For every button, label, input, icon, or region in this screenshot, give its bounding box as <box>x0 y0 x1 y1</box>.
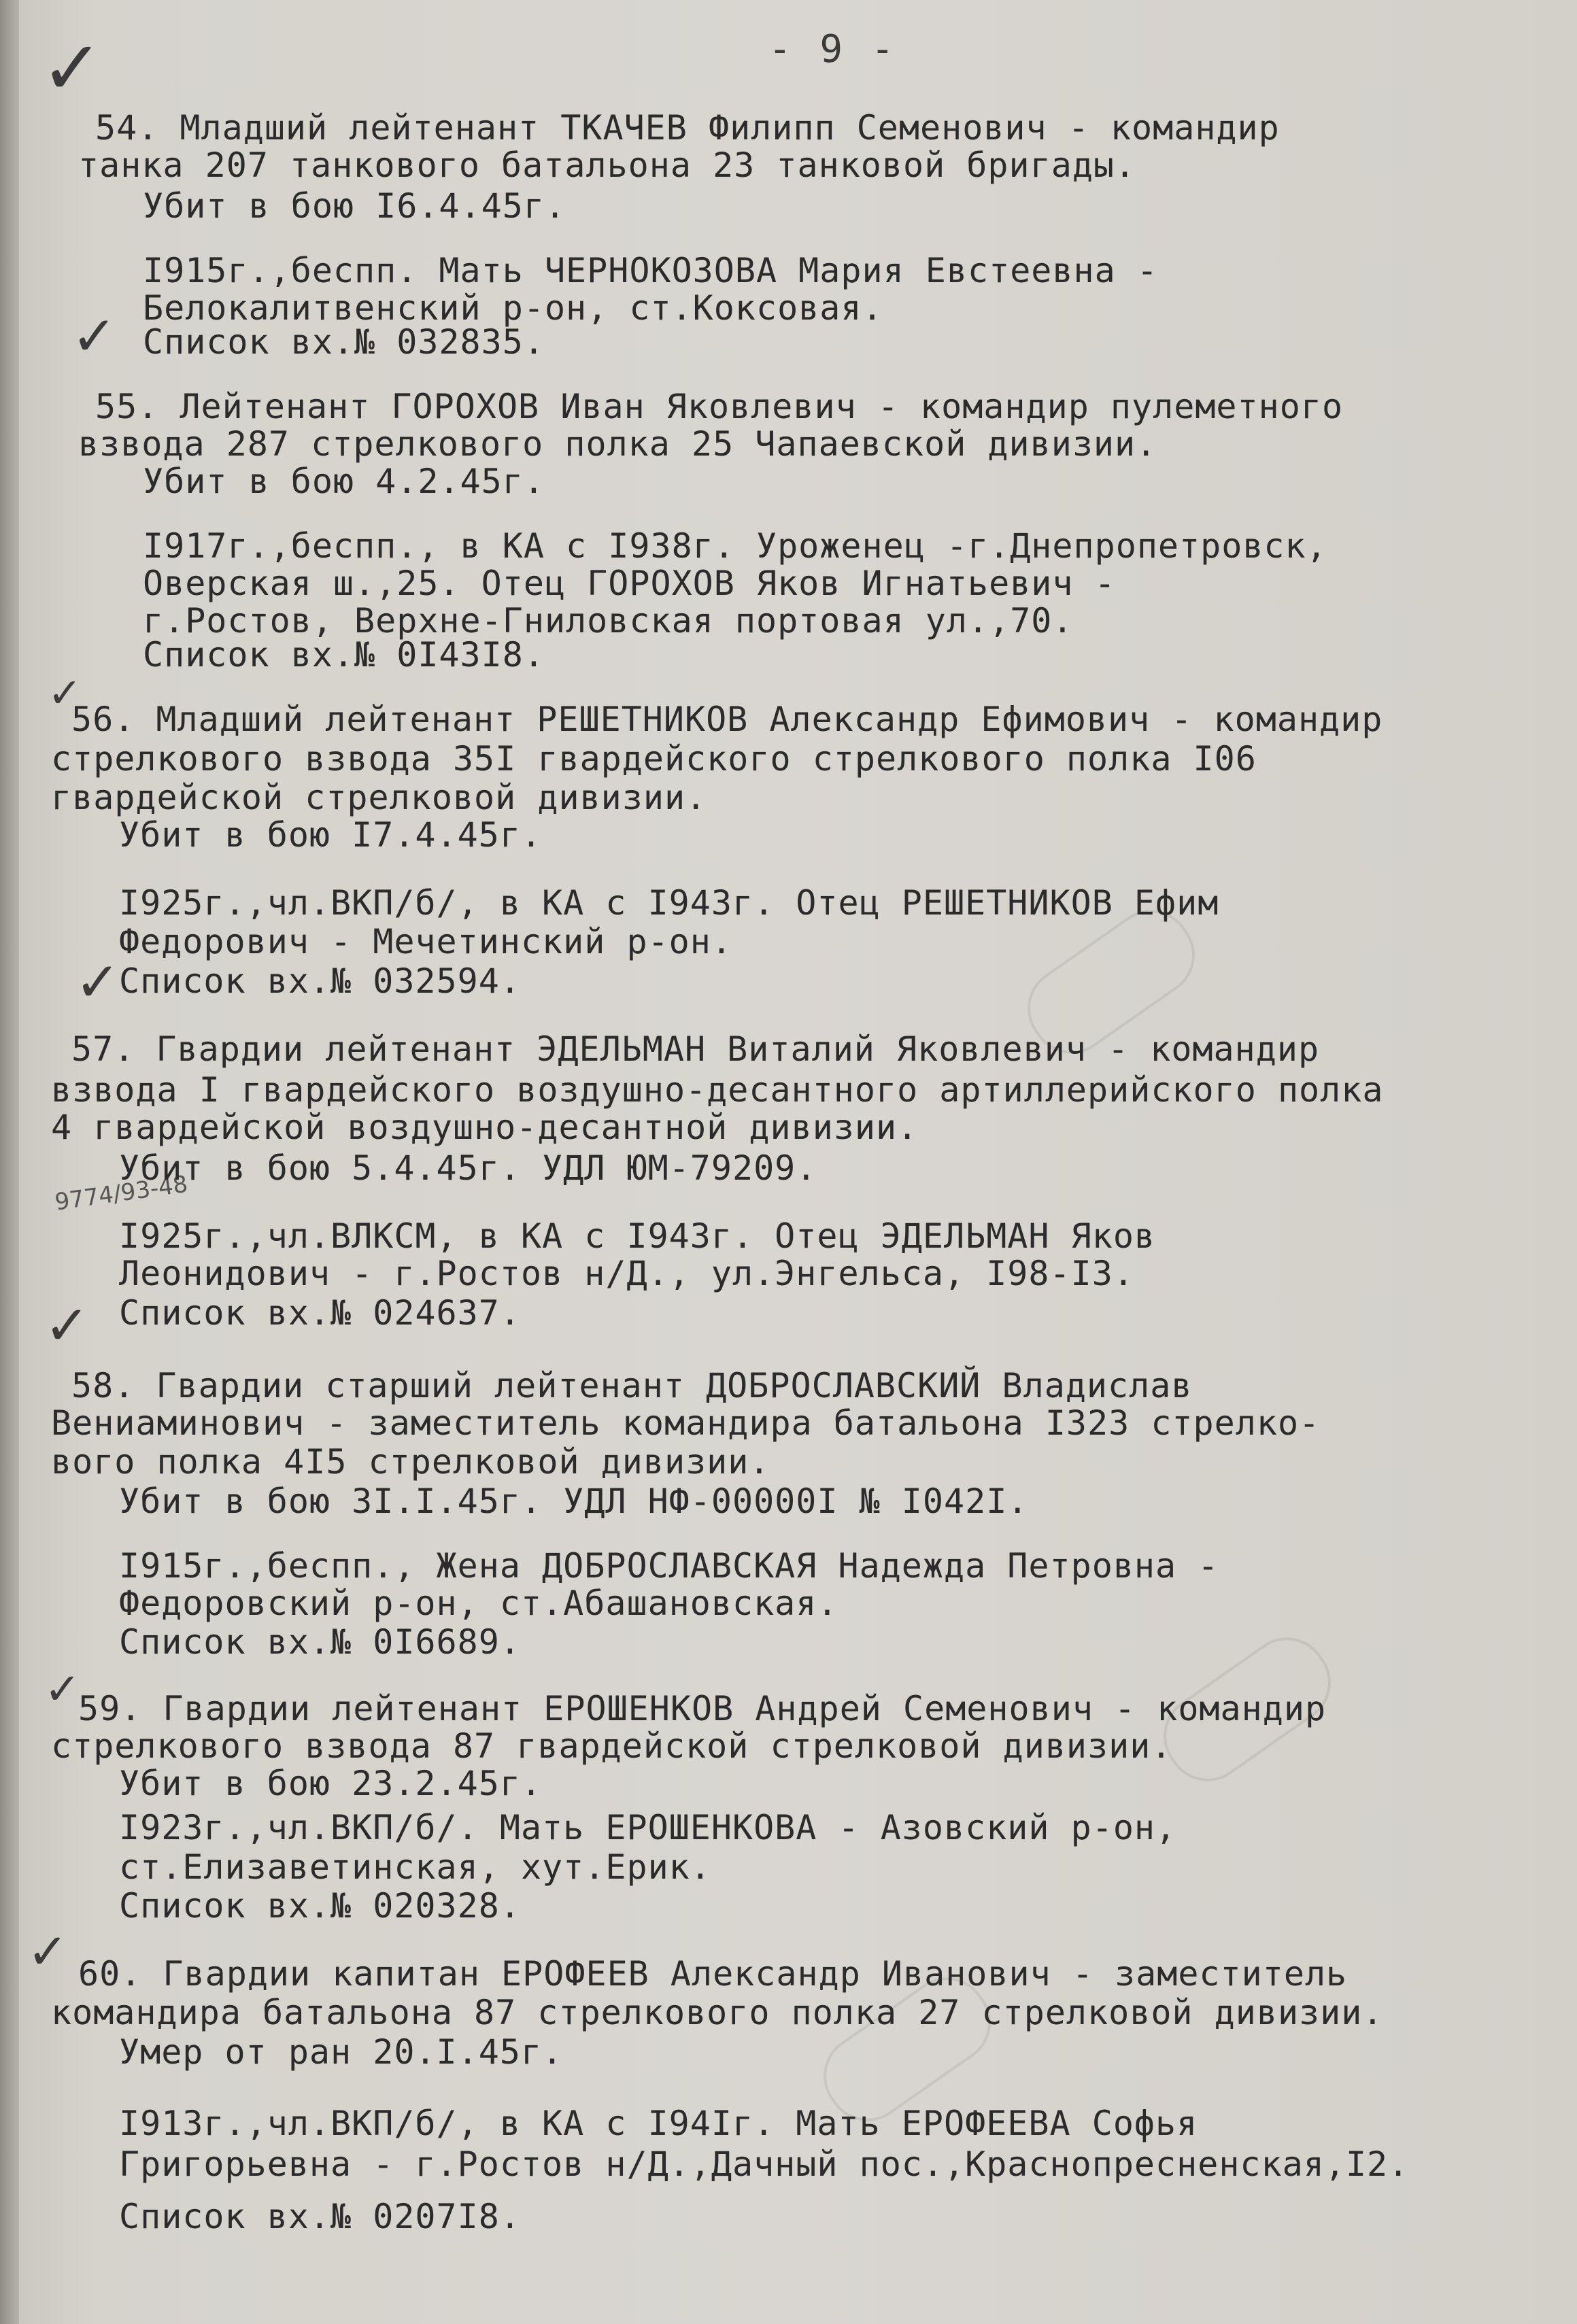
entry-59-line-2: стрелкового взвода 87 гвардейской стрелковой дивизии. <box>51 1726 1172 1766</box>
entry-58-line-4: Убит в бою 3I.I.45г. УДЛ НФ-00000I № I042I. <box>119 1482 1029 1521</box>
page-number: - 9 - <box>768 27 897 71</box>
check-mark-icon: ✓ <box>48 670 82 717</box>
entry-57-line-7: Список вх.№ 024637. <box>119 1293 521 1333</box>
entry-54-line-1: 54. Младший лейтенант ТКАЧЕВ Филипп Семенович - командир <box>95 108 1280 148</box>
entry-60-line-1: 60. Гвардии капитан ЕРОФЕЕВ Александр Иванович - заместитель <box>78 1954 1348 1994</box>
entry-57-line-2: взвода I гвардейского воздушно-десантного артиллерийского полка <box>51 1070 1384 1110</box>
entry-55-line-7: Список вх.№ 0I43I8. <box>143 635 545 674</box>
check-mark-icon: ✓ <box>41 24 104 112</box>
entry-60-line-5: Григорьевна - г.Ростов н/Д.,Дачный пос.,Краснопресненская,I2. <box>119 2144 1410 2184</box>
entry-57-line-5: I925г.,чл.ВЛКСМ, в КА с I943г. Отец ЭДЕЛЬМАН Яков <box>119 1216 1156 1256</box>
entry-56-line-6: Федорович - Мечетинский р-он. <box>119 922 732 961</box>
entry-60-line-3: Умер от ран 20.I.45г. <box>119 2032 564 2072</box>
check-mark-icon: ✓ <box>75 951 121 1014</box>
entry-56-line-7: Список вх.№ 032594. <box>119 961 521 1001</box>
entry-55-line-2: взвода 287 стрелкового полка 25 Чапаевской дивизии. <box>78 424 1157 464</box>
entry-59-line-3: Убит в бою 23.2.45г. <box>119 1764 543 1803</box>
entry-56-line-1: 56. Младший лейтенант РЕШЕТНИКОВ Александр Ефимович - командир <box>71 700 1383 739</box>
entry-58-line-2: Вениаминович - заместитель командира батальона I323 стрелко- <box>51 1403 1321 1443</box>
entry-56-line-3: гвардейской стрелковой дивизии. <box>51 778 707 817</box>
entry-60-line-4: I913г.,чл.ВКП/б/, в КА с I94Iг. Мать ЕРОФЕЕВА Софья <box>119 2104 1198 2143</box>
entry-59-line-1: 59. Гвардии лейтенант ЕРОШЕНКОВ Андрей Семенович - командир <box>78 1689 1327 1728</box>
entry-58-line-3: вого полка 4I5 стрелковой дивизии. <box>51 1442 770 1482</box>
entry-55-line-4: I917г.,беспп., в КА с I938г. Уроженец -г.Днепропетровск, <box>143 526 1327 566</box>
entry-56-line-2: стрелкового взвода 35I гвардейского стрелкового полка I06 <box>51 739 1257 779</box>
entry-55-line-3: Убит в бою 4.2.45г. <box>143 462 545 501</box>
entry-55-line-1: 55. Лейтенант ГОРОХОВ Иван Яковлевич - командир пулеметного <box>95 387 1344 426</box>
binding-edge <box>0 0 19 2324</box>
check-mark-icon: ✓ <box>27 1923 69 1980</box>
entry-54-line-3: Убит в бою I6.4.45г. <box>143 186 566 226</box>
entry-57-line-4: Убит в бою 5.4.45г. УДЛ ЮМ-79209. <box>119 1148 817 1188</box>
entry-56-line-4: Убит в бою I7.4.45г. <box>119 815 543 855</box>
entry-57-line-6: Леонидович - г.Ростов н/Д., ул.Энгельса, I98-I3. <box>119 1254 1134 1293</box>
entry-59-line-6: Список вх.№ 020328. <box>119 1886 521 1926</box>
entry-54-line-5: Белокалитвенский р-он, ст.Коксовая. <box>143 288 883 328</box>
entry-58-line-7: Список вх.№ 0I6689. <box>119 1622 521 1662</box>
entry-54-line-2: танка 207 танкового батальона 23 танковой бригады. <box>78 146 1136 185</box>
entry-56-line-5: I925г.,чл.ВКП/б/, в КА с I943г. Отец РЕШЕТНИКОВ Ефим <box>119 883 1219 923</box>
entry-55-line-5: Оверская ш.,25. Отец ГОРОХОВ Яков Игнатьевич - <box>143 564 1116 603</box>
entry-60-line-6: Список вх.№ 0207I8. <box>119 2197 521 2236</box>
check-mark-icon: ✓ <box>44 1664 81 1715</box>
entry-55-line-6: г.Ростов, Верхне-Гниловская портовая ул.,70. <box>143 601 1074 640</box>
entry-59-line-4: I923г.,чл.ВКП/б/. Мать ЕРОШЕНКОВА - Азовский р-он, <box>119 1808 1177 1847</box>
check-mark-icon: ✓ <box>71 305 118 368</box>
entry-58-line-1: 58. Гвардии старший лейтенант ДОБРОСЛАВСКИЙ Владислав <box>71 1366 1193 1405</box>
entry-54-line-6: Список вх.№ 032835. <box>143 322 545 362</box>
entry-60-line-2: командира батальона 87 стрелкового полка 27 стрелковой дивизии. <box>51 1993 1384 2032</box>
entry-57-line-3: 4 гвардейской воздушно-десантной дивизии. <box>51 1108 919 1147</box>
check-mark-icon: ✓ <box>44 1294 90 1357</box>
margin-note: 9774/93-48 <box>53 1170 190 1216</box>
entry-58-line-6: Федоровский р-он, ст.Абашановская. <box>119 1584 838 1623</box>
entry-57-line-1: 57. Гвардии лейтенант ЭДЕЛЬМАН Виталий Яковлевич - командир <box>71 1029 1320 1069</box>
entry-54-line-4: I915г.,беспп. Мать ЧЕРНОКОЗОВА Мария Евстеевна - <box>143 251 1158 290</box>
entry-58-line-5: I915г.,беспп., Жена ДОБРОСЛАВСКАЯ Надежда Петровна - <box>119 1546 1219 1586</box>
entry-59-line-5: ст.Елизаветинская, хут.Ерик. <box>119 1847 711 1887</box>
